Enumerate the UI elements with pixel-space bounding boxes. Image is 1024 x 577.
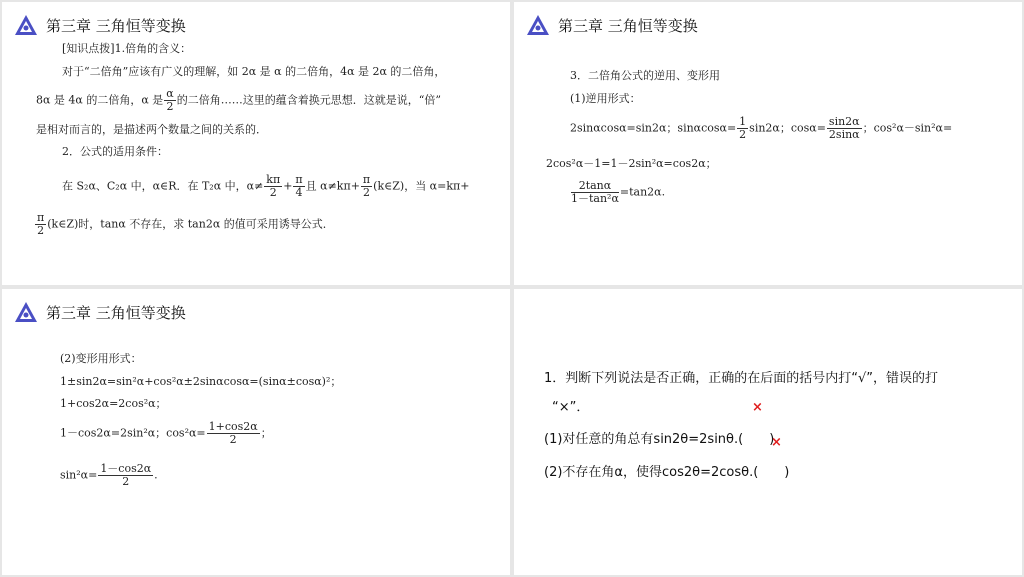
text-line: $\frac{2\tan\alpha}{\text{1－tan²α}}$ =tan2α. [571, 179, 666, 205]
slide-panel-1 [2, 2, 510, 285]
text-line: [知识点拨]1.倍角的含义： [62, 42, 192, 55]
slide-panel-3 [2, 289, 510, 575]
text-line: 2cos²α－1=1－2sin²α=cos2α； [546, 157, 717, 170]
question-text-cont: “×”． [552, 400, 590, 415]
chapter-title: 第三章 三角恒等变换 [558, 16, 698, 35]
question-text: 1．判断下列说法是否正确，正确的在后面的括号内打“√”，错误的打 [544, 371, 939, 386]
text-line: sin²α= $\frac{1-\cos 2\alpha}{2}$ . [60, 462, 158, 488]
fraction: $\frac{2\tan\alpha}{\text{1－tan²α}}$ [571, 179, 619, 205]
text-line: 2．公式的适用条件： [62, 145, 168, 158]
chapter-title: 第三章 三角恒等变换 [46, 16, 186, 35]
chapter-logo-icon [526, 14, 550, 36]
text-line: 1+cos2α=2cos²α； [60, 397, 167, 410]
fraction: $\frac{\sin 2\alpha}{2\sin\alpha}$ [828, 115, 860, 141]
wrong-mark-icon: × [752, 400, 763, 415]
chapter-header [526, 12, 698, 38]
chapter-header [14, 299, 186, 325]
text-line: 1±sin2α=sin²α+cos²α±2sinαcosα=(sinα±cosα)²； [60, 375, 342, 388]
text-line: 1－cos2α=2sin²α；cos²α= $\frac{1+\cos 2\alpha}{2}$ ； [60, 420, 272, 446]
chapter-logo-icon [14, 14, 38, 36]
fraction: $\frac{1+\cos 2\alpha}{2}$ [208, 420, 258, 446]
chapter-title: 第三章 三角恒等变换 [46, 303, 186, 322]
statement-2: (2)不存在角α，使得cos2θ=2cosθ.( ) [544, 465, 790, 480]
fraction: $\frac{\pi}{4}$ [295, 173, 303, 199]
text-line: 2sinαcosα=sin2α；sinαcosα= $\frac{1}{2}$ sin2α；cosα= $\frac{\sin 2\alpha}{2\sin\alpha}$ ；cos²α－sin²α= [570, 115, 953, 141]
text-line: $\frac{\pi}{2}$ (k∈Z)时，tanα 不存在，求 tan2α 的值可采用诱导公式． [37, 211, 334, 237]
chapter-header [14, 12, 186, 38]
statement-1: (1)对任意的角总有sin2θ=2sinθ.( ) [544, 432, 775, 447]
text-line: (1)逆用形式： [570, 92, 641, 105]
fraction: $\frac{k\pi}{2}$ [266, 173, 281, 199]
text-line: 3．二倍角公式的逆用、变形用 [570, 69, 720, 82]
fraction: $\frac{\alpha}{2}$ [166, 87, 174, 113]
text-line: 在 S₂α、C₂α 中，α∈R．在 T₂α 中，α≠ $\frac{k\pi}{2}$ + $\frac{\pi}{4}$ 且 α≠kπ+ $\frac{\pi}{2}$ (k∈Z)，当 α=kπ+ [62, 173, 470, 199]
text-line: 8α 是 4α 的二倍角，α 是 $\frac{\alpha}{2}$ 的二倍角……这里的蕴含着换元思想．这就是说，“倍” [36, 87, 441, 113]
text-line: (2)变形用形式： [60, 352, 142, 365]
chapter-logo-icon [14, 301, 38, 323]
wrong-mark-icon: × [771, 435, 782, 450]
slide-panel-4 [514, 289, 1022, 575]
fraction: $\frac{\pi}{2}$ [37, 211, 45, 237]
text-line: 是相对而言的，是描述两个数量之间的关系的． [36, 123, 267, 136]
fraction: $\frac{\pi}{2}$ [362, 173, 371, 199]
slide-panel-2 [514, 2, 1022, 285]
fraction: $\frac{1}{2}$ [739, 115, 747, 141]
fraction: $\frac{1-\cos 2\alpha}{2}$ [100, 462, 152, 488]
text-line: 对于“二倍角”应该有广义的理解，如 2α 是 α 的二倍角，4α 是 2α 的二倍角， [62, 65, 446, 78]
